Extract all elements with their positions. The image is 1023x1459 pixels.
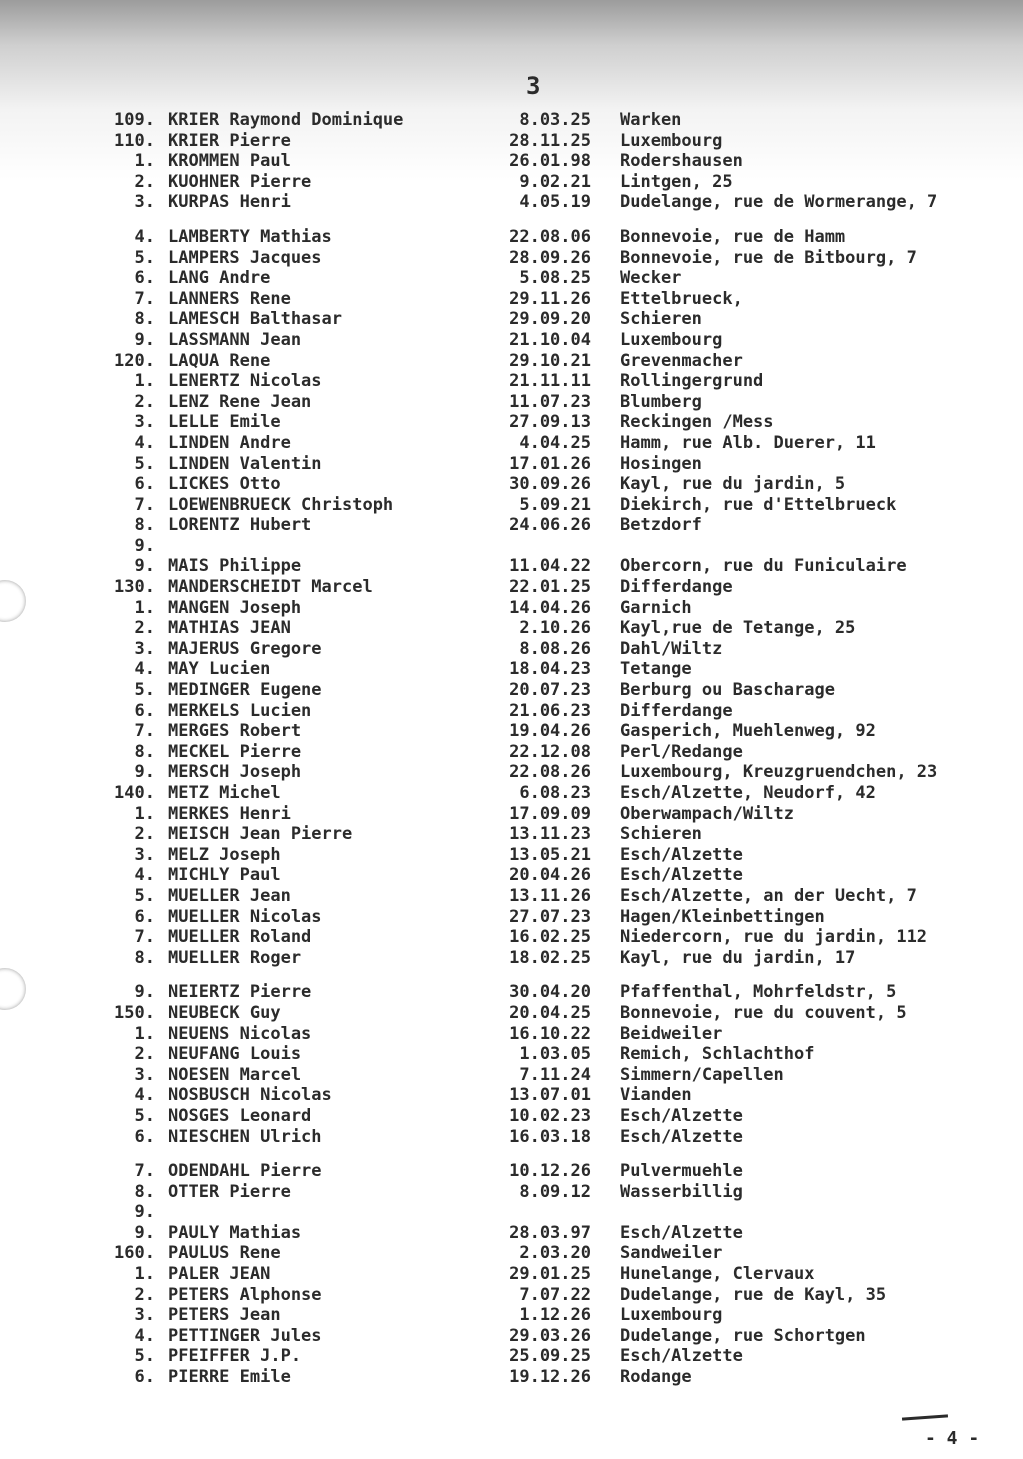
list-row bbox=[0, 309, 1023, 330]
person-name: KRIER Raymond Dominique bbox=[168, 110, 404, 130]
row-number: 130. bbox=[114, 577, 155, 598]
birth-date: 28.09.26 bbox=[509, 247, 591, 268]
birth-date: 6.08.23 bbox=[519, 783, 591, 803]
birth-date: 11.07.23 bbox=[509, 391, 591, 412]
person-name: NOSGES Leonard bbox=[168, 1105, 312, 1126]
row-number: 3. bbox=[134, 638, 155, 659]
list-row bbox=[0, 433, 1023, 454]
row-number: 4. bbox=[134, 659, 155, 680]
person-name: MERSCH Joseph bbox=[168, 762, 302, 783]
residence: Esch/Alzette, Neudorf, 42 bbox=[620, 783, 876, 803]
person-name: LENZ Rene Jean bbox=[168, 391, 312, 412]
row-number: 140. bbox=[114, 783, 155, 803]
person-name: KRIER Pierre bbox=[168, 130, 291, 151]
residence: Bonnevoie, rue de Hamm bbox=[620, 226, 846, 247]
list-row bbox=[0, 1085, 1023, 1106]
person-name: MICHLY Paul bbox=[168, 865, 281, 886]
birth-date: 10.02.23 bbox=[509, 1105, 591, 1126]
list-row bbox=[0, 577, 1023, 598]
birth-date: 13.11.23 bbox=[509, 824, 591, 845]
list-row bbox=[0, 474, 1023, 495]
row-number: 1. bbox=[134, 803, 155, 824]
row-number: 120. bbox=[114, 350, 155, 371]
list-row bbox=[0, 982, 1023, 1003]
person-name: PAULY Mathias bbox=[168, 1222, 302, 1243]
birth-date: 2.10.26 bbox=[519, 618, 591, 639]
residence: Pfaffenthal, Mohrfeldstr, 5 bbox=[620, 982, 897, 1003]
person-name: LAMBERTY Mathias bbox=[168, 226, 332, 247]
list-row bbox=[0, 598, 1023, 619]
birth-date: 20.07.23 bbox=[509, 680, 591, 701]
list-row bbox=[0, 151, 1023, 172]
list-row bbox=[0, 412, 1023, 433]
residence: Hamm, rue Alb. Duerer, 11 bbox=[620, 432, 876, 453]
birth-date: 29.10.21 bbox=[509, 350, 591, 371]
list-row bbox=[0, 1285, 1023, 1306]
row-number: 8. bbox=[134, 1181, 155, 1202]
person-name: MELZ Joseph bbox=[168, 844, 281, 865]
list-row bbox=[0, 110, 1023, 131]
list-row bbox=[0, 1243, 1023, 1264]
row-number: 2. bbox=[134, 824, 155, 845]
residence: Warken bbox=[620, 110, 682, 130]
birth-date: 24.06.26 bbox=[509, 515, 591, 536]
person-name: PALER JEAN bbox=[168, 1264, 271, 1285]
person-name: LINDEN Andre bbox=[168, 432, 291, 453]
birth-date: 18.02.25 bbox=[509, 947, 591, 968]
list-row bbox=[0, 131, 1023, 152]
birth-date: 1.03.05 bbox=[519, 1044, 591, 1065]
list-row bbox=[0, 392, 1023, 413]
row-number: 6. bbox=[134, 1367, 155, 1388]
list-row bbox=[0, 371, 1023, 392]
row-number: 5. bbox=[134, 885, 155, 906]
person-name: PAULUS Rene bbox=[168, 1243, 281, 1264]
birth-date: 21.06.23 bbox=[509, 700, 591, 721]
person-name: MUELLER Roland bbox=[168, 927, 312, 948]
residence: Oberwampach/Wiltz bbox=[620, 803, 794, 824]
list-row bbox=[0, 639, 1023, 660]
list-row bbox=[0, 289, 1023, 310]
list-row bbox=[0, 454, 1023, 475]
list-row bbox=[0, 804, 1023, 825]
person-name: PIERRE Emile bbox=[168, 1367, 291, 1388]
residence: Niedercorn, rue du jardin, 112 bbox=[620, 927, 928, 948]
row-number: 2. bbox=[134, 1284, 155, 1305]
list-row bbox=[0, 824, 1023, 845]
person-name: PFEIFFER J.P. bbox=[168, 1346, 302, 1367]
residence: Kayl, rue du jardin, 17 bbox=[620, 947, 856, 968]
residence: Wasserbillig bbox=[620, 1181, 743, 1202]
birth-date: 20.04.26 bbox=[509, 865, 591, 886]
list-row bbox=[0, 865, 1023, 886]
residence: Dudelange, rue de Kayl, 35 bbox=[620, 1284, 887, 1305]
residence: Dahl/Wiltz bbox=[620, 638, 723, 659]
list-row bbox=[0, 907, 1023, 928]
birth-date: 14.04.26 bbox=[509, 597, 591, 618]
person-name: NIESCHEN Ulrich bbox=[168, 1126, 322, 1147]
residence: Kayl, rue du jardin, 5 bbox=[620, 474, 846, 495]
person-name: LAMPERS Jacques bbox=[168, 247, 322, 268]
list-row bbox=[0, 845, 1023, 866]
list-row bbox=[0, 556, 1023, 577]
row-number: 160. bbox=[114, 1243, 155, 1264]
residence: Luxembourg bbox=[620, 130, 723, 151]
residence: Differdange bbox=[620, 700, 733, 721]
person-name: KUOHNER Pierre bbox=[168, 171, 312, 192]
row-number: 5. bbox=[134, 453, 155, 474]
birth-date: 5.09.21 bbox=[519, 494, 591, 515]
residence: Esch/Alzette, an der Uecht, 7 bbox=[620, 885, 917, 906]
row-number: 2. bbox=[134, 618, 155, 639]
residence: Esch/Alzette bbox=[620, 1105, 743, 1126]
person-name: LANNERS Rene bbox=[168, 288, 291, 309]
residence: Esch/Alzette bbox=[620, 844, 743, 865]
person-name: KURPAS Henri bbox=[168, 192, 291, 213]
row-number: 7. bbox=[134, 1161, 155, 1182]
birth-date: 25.09.25 bbox=[509, 1346, 591, 1367]
person-name: MERGES Robert bbox=[168, 721, 302, 742]
residence: Lintgen, 25 bbox=[620, 171, 733, 192]
residence: Esch/Alzette bbox=[620, 1126, 743, 1147]
list-row bbox=[0, 1305, 1023, 1326]
row-number: 3. bbox=[134, 1064, 155, 1085]
residence: Berburg ou Bascharage bbox=[620, 680, 835, 701]
row-number: 3. bbox=[134, 1305, 155, 1326]
name-list bbox=[0, 110, 1023, 1388]
list-row bbox=[0, 618, 1023, 639]
list-row bbox=[0, 172, 1023, 193]
residence: Schieren bbox=[620, 309, 702, 330]
row-number: 6. bbox=[134, 268, 155, 289]
birth-date: 22.12.08 bbox=[509, 741, 591, 762]
list-row bbox=[0, 1127, 1023, 1148]
list-row bbox=[0, 515, 1023, 536]
birth-date: 30.09.26 bbox=[509, 474, 591, 495]
birth-date: 13.07.01 bbox=[509, 1085, 591, 1106]
person-name: LAMESCH Balthasar bbox=[168, 309, 342, 330]
residence: Hagen/Kleinbettingen bbox=[620, 906, 825, 927]
birth-date: 10.12.26 bbox=[509, 1161, 591, 1182]
person-name: LORENTZ Hubert bbox=[168, 515, 312, 536]
person-name: NOSBUSCH Nicolas bbox=[168, 1085, 332, 1106]
birth-date: 29.09.20 bbox=[509, 309, 591, 330]
residence: Obercorn, rue du Funiculaire bbox=[620, 556, 907, 577]
residence: Differdange bbox=[620, 577, 733, 598]
list-row bbox=[0, 659, 1023, 680]
row-number: 4. bbox=[134, 865, 155, 886]
residence: Wecker bbox=[620, 268, 682, 289]
person-name: MERKELS Lucien bbox=[168, 700, 312, 721]
person-name: METZ Michel bbox=[168, 783, 281, 803]
list-row bbox=[0, 1024, 1023, 1045]
birth-date: 16.02.25 bbox=[509, 927, 591, 948]
birth-date: 27.07.23 bbox=[509, 906, 591, 927]
residence: Hunelange, Clervaux bbox=[620, 1264, 815, 1285]
residence: Bonnevoie, rue du couvent, 5 bbox=[620, 1002, 907, 1023]
person-name: MUELLER Jean bbox=[168, 885, 291, 906]
birth-date: 17.09.09 bbox=[509, 803, 591, 824]
birth-date: 16.10.22 bbox=[509, 1023, 591, 1044]
row-number: 3. bbox=[134, 412, 155, 433]
person-name: LASSMANN Jean bbox=[168, 329, 302, 350]
list-row bbox=[0, 1003, 1023, 1024]
birth-date: 27.09.13 bbox=[509, 412, 591, 433]
row-number: 4. bbox=[134, 1325, 155, 1346]
birth-date: 8.09.12 bbox=[519, 1181, 591, 1202]
birth-date: 20.04.25 bbox=[509, 1002, 591, 1023]
person-name: ODENDAHL Pierre bbox=[168, 1161, 322, 1182]
person-name: MUELLER Roger bbox=[168, 947, 302, 968]
birth-date: 22.08.26 bbox=[509, 762, 591, 783]
list-row bbox=[0, 1346, 1023, 1367]
person-name: MAIS Philippe bbox=[168, 556, 302, 577]
birth-date: 4.05.19 bbox=[519, 192, 591, 213]
residence: Esch/Alzette bbox=[620, 1222, 743, 1243]
row-number: 8. bbox=[134, 309, 155, 330]
person-name: MECKEL Pierre bbox=[168, 741, 302, 762]
residence: Luxembourg bbox=[620, 1305, 723, 1326]
birth-date: 21.11.11 bbox=[509, 371, 591, 392]
person-name: MANGEN Joseph bbox=[168, 597, 302, 618]
person-name: KROMMEN Paul bbox=[168, 151, 291, 172]
list-row bbox=[0, 1202, 1023, 1223]
pen-stroke bbox=[902, 1414, 948, 1420]
list-row bbox=[0, 1182, 1023, 1203]
birth-date: 11.04.22 bbox=[509, 556, 591, 577]
list-row bbox=[0, 1065, 1023, 1086]
residence: Rodange bbox=[620, 1367, 692, 1388]
birth-date: 29.11.26 bbox=[509, 288, 591, 309]
row-number: 4. bbox=[134, 226, 155, 247]
row-number: 7. bbox=[134, 494, 155, 515]
list-row bbox=[0, 948, 1023, 969]
list-row bbox=[0, 330, 1023, 351]
birth-date: 21.10.04 bbox=[509, 329, 591, 350]
row-number: 1. bbox=[134, 597, 155, 618]
row-number: 9. bbox=[134, 535, 155, 556]
residence: Rodershausen bbox=[620, 151, 743, 172]
row-number: 1. bbox=[134, 371, 155, 392]
list-row bbox=[0, 1367, 1023, 1388]
list-row bbox=[0, 1326, 1023, 1347]
row-number: 9. bbox=[134, 982, 155, 1003]
row-number: 7. bbox=[134, 927, 155, 948]
birth-date: 7.07.22 bbox=[519, 1284, 591, 1305]
row-number: 5. bbox=[134, 1105, 155, 1126]
birth-date: 18.04.23 bbox=[509, 659, 591, 680]
birth-date: 17.01.26 bbox=[509, 453, 591, 474]
row-number: 5. bbox=[134, 1346, 155, 1367]
birth-date: 7.11.24 bbox=[519, 1064, 591, 1085]
list-row bbox=[0, 742, 1023, 763]
birth-date: 2.03.20 bbox=[519, 1243, 591, 1264]
footer-page-number: - 4 - bbox=[925, 1428, 980, 1449]
birth-date: 28.03.97 bbox=[509, 1222, 591, 1243]
list-row bbox=[0, 248, 1023, 269]
row-number: 7. bbox=[134, 721, 155, 742]
person-name: MUELLER Nicolas bbox=[168, 906, 322, 927]
row-number: 8. bbox=[134, 515, 155, 536]
row-number: 109. bbox=[114, 110, 155, 130]
birth-date: 9.02.21 bbox=[519, 171, 591, 192]
birth-date: 16.03.18 bbox=[509, 1126, 591, 1147]
birth-date: 19.04.26 bbox=[509, 721, 591, 742]
person-name: PETERS Alphonse bbox=[168, 1284, 322, 1305]
residence: Tetange bbox=[620, 659, 692, 680]
residence: Garnich bbox=[620, 597, 692, 618]
row-number: 8. bbox=[134, 741, 155, 762]
person-name: LOEWENBRUECK Christoph bbox=[168, 494, 394, 515]
row-number: 9. bbox=[134, 556, 155, 577]
row-number: 9. bbox=[134, 329, 155, 350]
residence: Luxembourg, Kreuzgruendchen, 23 bbox=[620, 762, 938, 783]
residence: Blumberg bbox=[620, 391, 702, 412]
row-number: 9. bbox=[134, 762, 155, 783]
residence: Reckingen /Mess bbox=[620, 412, 774, 433]
row-number: 8. bbox=[134, 947, 155, 968]
row-number: 6. bbox=[134, 1126, 155, 1147]
row-number: 6. bbox=[134, 906, 155, 927]
residence: Grevenmacher bbox=[620, 350, 743, 371]
list-row bbox=[0, 886, 1023, 907]
person-name: LELLE Emile bbox=[168, 412, 281, 433]
row-number: 1. bbox=[134, 151, 155, 172]
list-row bbox=[0, 1106, 1023, 1127]
birth-date: 22.08.06 bbox=[509, 226, 591, 247]
person-name: LANG Andre bbox=[168, 268, 271, 289]
residence: Beidweiler bbox=[620, 1023, 723, 1044]
birth-date: 13.05.21 bbox=[509, 844, 591, 865]
row-number: 3. bbox=[134, 192, 155, 213]
list-row bbox=[0, 701, 1023, 722]
residence: Simmern/Capellen bbox=[620, 1064, 784, 1085]
row-number: 2. bbox=[134, 171, 155, 192]
list-row bbox=[0, 1223, 1023, 1244]
row-number: 7. bbox=[134, 288, 155, 309]
person-name: MEDINGER Eugene bbox=[168, 680, 322, 701]
residence: Esch/Alzette bbox=[620, 865, 743, 886]
residence: Ettelbrueck, bbox=[620, 288, 743, 309]
residence: Luxembourg bbox=[620, 329, 723, 350]
list-row bbox=[0, 1161, 1023, 1182]
residence: Perl/Redange bbox=[620, 741, 743, 762]
residence: Hosingen bbox=[620, 453, 702, 474]
list-row bbox=[0, 783, 1023, 804]
residence: Schieren bbox=[620, 824, 702, 845]
residence: Diekirch, rue d'Ettelbrueck bbox=[620, 494, 897, 515]
person-name: LICKES Otto bbox=[168, 474, 281, 495]
residence: Rollingergrund bbox=[620, 371, 764, 392]
row-number: 6. bbox=[134, 474, 155, 495]
person-name: MAJERUS Gregore bbox=[168, 638, 322, 659]
birth-date: 30.04.20 bbox=[509, 982, 591, 1003]
person-name: NEUENS Nicolas bbox=[168, 1023, 312, 1044]
list-row bbox=[0, 721, 1023, 742]
list-row bbox=[0, 762, 1023, 783]
person-name: OTTER Pierre bbox=[168, 1181, 291, 1202]
person-name: MEISCH Jean Pierre bbox=[168, 824, 353, 845]
residence: Vianden bbox=[620, 1085, 692, 1106]
row-number: 9. bbox=[134, 1222, 155, 1243]
page-number: 3 bbox=[526, 72, 541, 100]
row-number: 4. bbox=[134, 432, 155, 453]
row-number: 6. bbox=[134, 700, 155, 721]
row-number: 150. bbox=[114, 1002, 155, 1023]
list-row bbox=[0, 927, 1023, 948]
row-number: 3. bbox=[134, 844, 155, 865]
list-row bbox=[0, 351, 1023, 372]
residence: Sandweiler bbox=[620, 1243, 723, 1264]
list-row bbox=[0, 536, 1023, 557]
birth-date: 8.03.25 bbox=[519, 110, 591, 130]
row-number: 2. bbox=[134, 1044, 155, 1065]
list-row bbox=[0, 227, 1023, 248]
list-row bbox=[0, 1044, 1023, 1065]
list-row bbox=[0, 680, 1023, 701]
birth-date: 4.04.25 bbox=[519, 432, 591, 453]
row-number: 1. bbox=[134, 1264, 155, 1285]
birth-date: 28.11.25 bbox=[509, 130, 591, 151]
residence: Esch/Alzette bbox=[620, 1346, 743, 1367]
residence: Bonnevoie, rue de Bitbourg, 7 bbox=[620, 247, 917, 268]
birth-date: 29.03.26 bbox=[509, 1325, 591, 1346]
birth-date: 1.12.26 bbox=[519, 1305, 591, 1326]
birth-date: 26.01.98 bbox=[509, 151, 591, 172]
list-row bbox=[0, 1264, 1023, 1285]
residence: Betzdorf bbox=[620, 515, 702, 536]
row-number: 2. bbox=[134, 391, 155, 412]
row-number: 5. bbox=[134, 680, 155, 701]
birth-date: 5.08.25 bbox=[519, 268, 591, 289]
residence: Kayl,rue de Tetange, 25 bbox=[620, 618, 856, 639]
birth-date: 8.08.26 bbox=[519, 638, 591, 659]
person-name: PETERS Jean bbox=[168, 1305, 281, 1326]
row-number: 1. bbox=[134, 1023, 155, 1044]
person-name: MANDERSCHEIDT Marcel bbox=[168, 577, 373, 598]
residence: Remich, Schlachthof bbox=[620, 1044, 815, 1065]
person-name: NEUFANG Louis bbox=[168, 1044, 302, 1065]
person-name: LINDEN Valentin bbox=[168, 453, 322, 474]
person-name: LAQUA Rene bbox=[168, 350, 271, 371]
birth-date: 22.01.25 bbox=[509, 577, 591, 598]
list-row bbox=[0, 192, 1023, 213]
row-number: 9. bbox=[134, 1202, 155, 1223]
birth-date: 29.01.25 bbox=[509, 1264, 591, 1285]
person-name: NEIERTZ Pierre bbox=[168, 982, 312, 1003]
residence: Gasperich, Muehlenweg, 92 bbox=[620, 721, 876, 742]
person-name: MAY Lucien bbox=[168, 659, 271, 680]
residence: Dudelange, rue de Wormerange, 7 bbox=[620, 192, 938, 213]
birth-date: 19.12.26 bbox=[509, 1367, 591, 1388]
residence: Pulvermuehle bbox=[620, 1161, 743, 1182]
row-number: 4. bbox=[134, 1085, 155, 1106]
row-number: 110. bbox=[114, 130, 155, 151]
person-name: MERKES Henri bbox=[168, 803, 291, 824]
person-name: NEUBECK Guy bbox=[168, 1002, 281, 1023]
person-name: MATHIAS JEAN bbox=[168, 618, 291, 639]
person-name: LENERTZ Nicolas bbox=[168, 371, 322, 392]
list-row bbox=[0, 268, 1023, 289]
person-name: NOESEN Marcel bbox=[168, 1064, 302, 1085]
row-number: 5. bbox=[134, 247, 155, 268]
residence: Dudelange, rue Schortgen bbox=[620, 1325, 866, 1346]
person-name: PETTINGER Jules bbox=[168, 1325, 322, 1346]
list-row bbox=[0, 495, 1023, 516]
birth-date: 13.11.26 bbox=[509, 885, 591, 906]
